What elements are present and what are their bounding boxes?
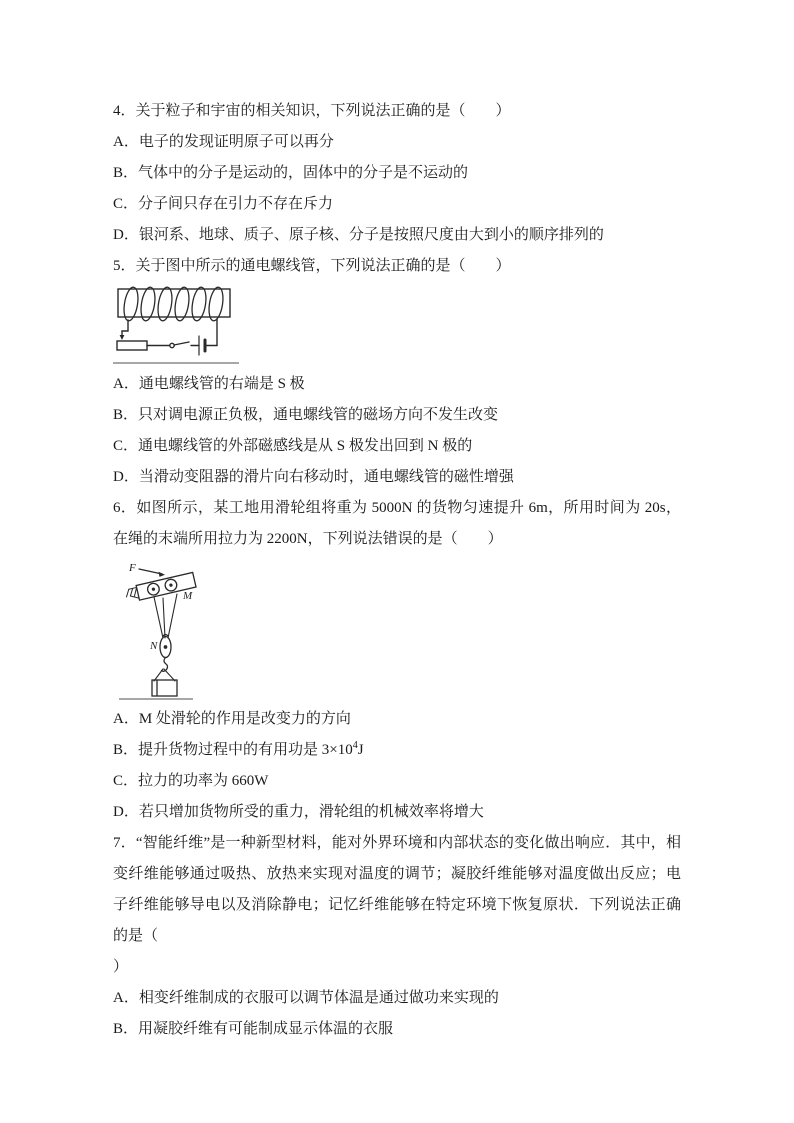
option-text: 若只增加货物所受的重力，滑轮组的机械效率将增大 bbox=[138, 804, 484, 820]
question-4-number: 4． bbox=[113, 103, 136, 119]
option-label: D． bbox=[113, 227, 139, 243]
question-4-option-c bbox=[113, 189, 681, 220]
option-text: 当滑动变阻器的滑片向右移动时，通电螺线管的磁性增强 bbox=[138, 469, 514, 485]
question-6-stem-text: 如图所示，某工地用滑轮组将重为 5000N 的货物匀速提升 6m，所用时间为 20s，在绳的末端所用拉力为 2200N，下列说法错误的是（ ） bbox=[113, 500, 681, 547]
question-4-option-d bbox=[113, 220, 681, 251]
question-4 bbox=[113, 96, 681, 251]
option-text: M 处滑轮的作用是改变力的方向 bbox=[138, 711, 351, 727]
option-label: C． bbox=[113, 196, 139, 212]
option-text: 相变纤维制成的衣服可以调节体温是通过做功来实现的 bbox=[138, 990, 499, 1006]
lower-pulley-label: N bbox=[150, 640, 158, 652]
question-6-option-b bbox=[113, 735, 681, 766]
solenoid-circuit-svg bbox=[113, 285, 239, 367]
question-4-stem-text: 关于粒子和宇宙的相关知识，下列说法正确的是（ ） bbox=[135, 103, 511, 119]
switch bbox=[170, 342, 189, 348]
question-5-number: 5． bbox=[113, 258, 136, 274]
option-text: 气体中的分子是运动的，固体中的分子是不运动的 bbox=[138, 165, 469, 181]
battery bbox=[191, 336, 217, 355]
question-6-number: 6． bbox=[113, 500, 137, 516]
option-label: D． bbox=[113, 804, 139, 820]
option-text: 拉力的功率为 660W bbox=[138, 773, 269, 789]
option-text: 电子的发现证明原子可以再分 bbox=[138, 134, 334, 150]
question-7-option-b bbox=[113, 1014, 681, 1045]
question-5 bbox=[113, 251, 681, 493]
question-5-option-d bbox=[113, 462, 681, 493]
force-arrow bbox=[139, 569, 165, 577]
option-label: C． bbox=[113, 773, 139, 789]
option-text-pre: 提升货物过程中的有用功是 3×10 bbox=[138, 742, 353, 758]
exam-content bbox=[113, 96, 681, 1045]
option-label: B． bbox=[113, 742, 139, 758]
upper-pulley-label: M bbox=[183, 590, 193, 602]
question-6-option-c bbox=[113, 766, 681, 797]
option-text: 只对调电源正负极，通电螺线管的磁场方向不发生改变 bbox=[138, 407, 499, 423]
question-7-stem-close: ） bbox=[113, 959, 129, 975]
ropes bbox=[154, 594, 177, 638]
question-7-stem bbox=[113, 828, 681, 952]
slider-arrow bbox=[120, 335, 125, 340]
option-label: A． bbox=[113, 376, 139, 392]
option-label: A． bbox=[113, 711, 139, 727]
question-5-option-a bbox=[113, 369, 681, 400]
question-5-option-b bbox=[113, 400, 681, 431]
exponent: 4 bbox=[352, 740, 358, 751]
question-7 bbox=[113, 828, 681, 1045]
left-lead-wire bbox=[122, 320, 128, 335]
question-4-option-b bbox=[113, 158, 681, 189]
rheostat bbox=[117, 341, 147, 350]
option-text: 分子间只存在引力不存在斥力 bbox=[138, 196, 334, 212]
option-label: C． bbox=[113, 438, 139, 454]
load bbox=[152, 680, 177, 696]
question-7-stem-text: “智能纤维”是一种新型材料，能对外界环境和内部状态的变化做出响应．其中，相变纤维能够通过吸热、放热来实现对温度的调节；凝胶纤维能够对温度做出反应；电子纤维能够导电以及消除静电；记忆纤维能够在特定环境下恢复原状．下列说法正确的是（ bbox=[113, 835, 681, 944]
question-6-stem bbox=[113, 493, 681, 555]
question-5-stem bbox=[113, 251, 681, 282]
question-5-option-c bbox=[113, 431, 681, 462]
option-text: 银河系、地球、质子、原子核、分子是按照尺度由大到小的顺序排列的 bbox=[138, 227, 604, 243]
question-4-option-a bbox=[113, 127, 681, 158]
option-label: D． bbox=[113, 469, 139, 485]
question-7-number: 7． bbox=[113, 835, 136, 851]
question-6 bbox=[113, 493, 681, 828]
pulley-system-svg bbox=[113, 558, 233, 702]
option-label: B． bbox=[113, 165, 139, 181]
force-label: F bbox=[129, 562, 136, 574]
pulley-system-figure bbox=[113, 558, 681, 702]
option-label: B． bbox=[113, 407, 139, 423]
question-6-option-a bbox=[113, 704, 681, 735]
option-label: A． bbox=[113, 134, 139, 150]
question-7-option-a bbox=[113, 983, 681, 1014]
option-label: A． bbox=[113, 990, 139, 1006]
option-text-post: J bbox=[357, 742, 364, 758]
solenoid-circuit-figure bbox=[113, 285, 681, 367]
question-4-stem bbox=[113, 96, 681, 127]
option-label: B． bbox=[113, 1021, 139, 1037]
option-text: 用凝胶纤维有可能制成显示体温的衣服 bbox=[138, 1021, 394, 1037]
option-text: 通电螺线管的外部磁感线是从 S 极发出回到 N 极的 bbox=[138, 438, 473, 454]
question-6-option-d bbox=[113, 797, 681, 828]
question-5-stem-text: 关于图中所示的通电螺线管，下列说法正确的是（ ） bbox=[135, 258, 511, 274]
option-text: 通电螺线管的右端是 S 极 bbox=[138, 376, 305, 392]
